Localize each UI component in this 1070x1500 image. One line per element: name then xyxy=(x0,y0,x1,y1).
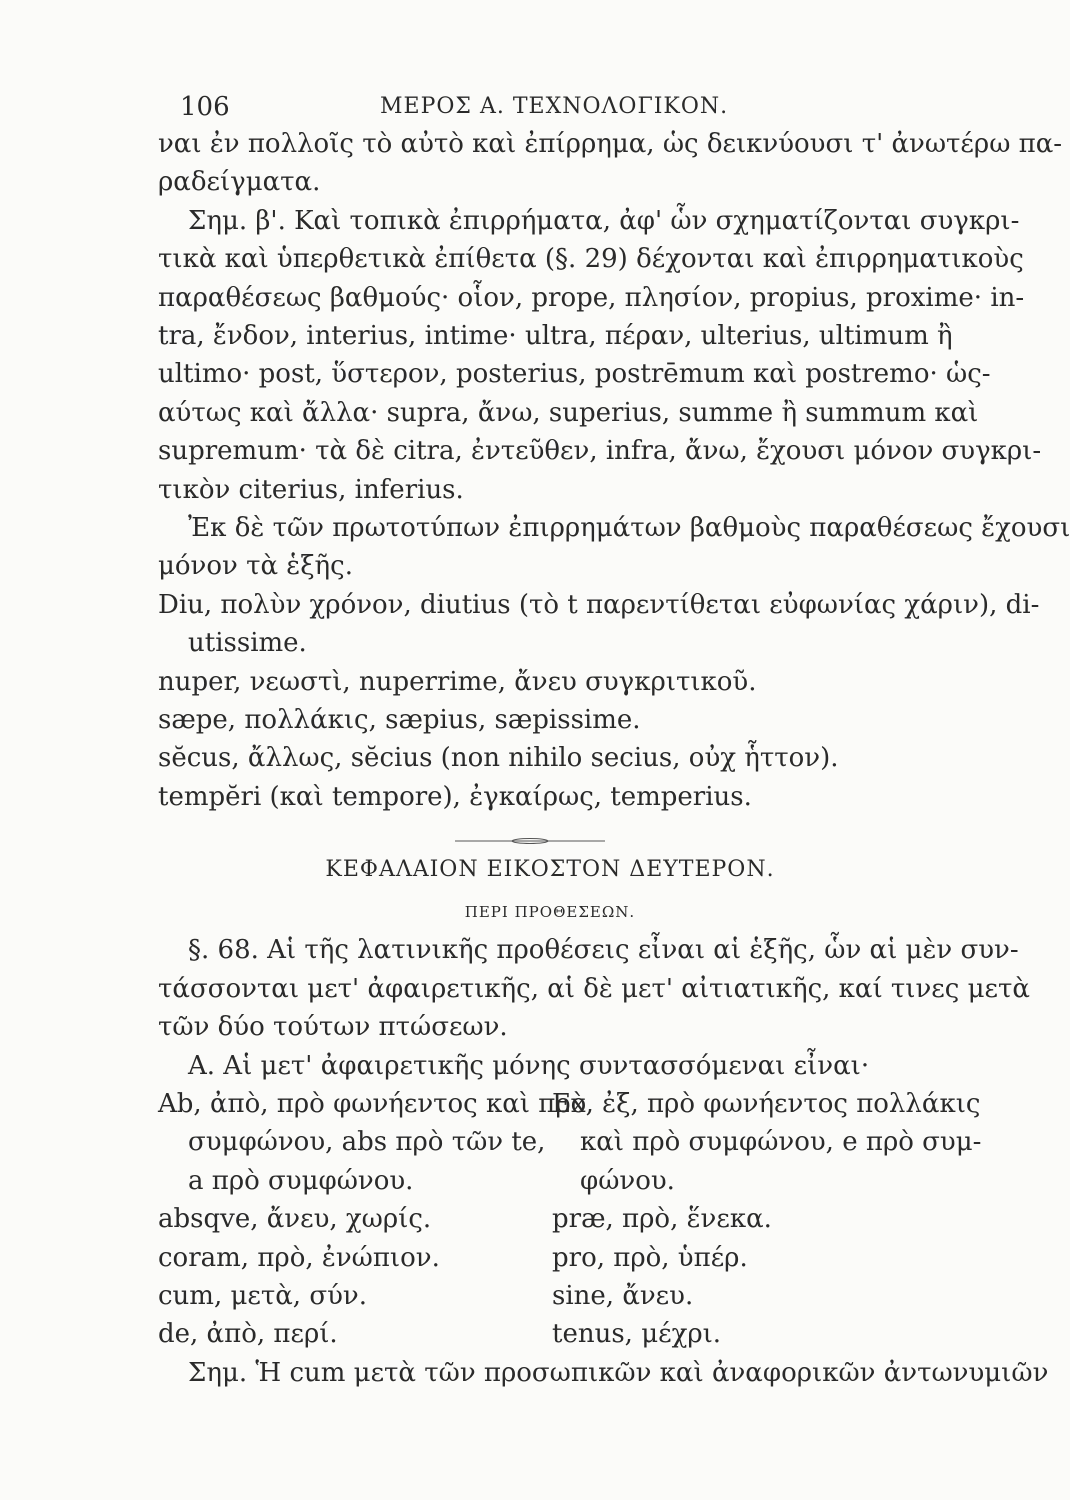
body-line: tempĕri (καὶ tempore), ἐγκαίρως, temperius. xyxy=(158,782,752,812)
left-column-line: Ab, ἀπὸ, πρὸ φωνήεντος καὶ πρὸ xyxy=(158,1089,587,1119)
right-column-line: præ, πρὸ, ἕνεκα. xyxy=(552,1204,772,1234)
body-line: ναι ἐν πολλοῖς τὸ αὐτὸ καὶ ἐπίρρημα, ὡς δεικνύουσι τ' ἀνωτέρω πα- xyxy=(158,129,1063,159)
page-header xyxy=(180,92,940,126)
section-line: τάσσονται μετ' ἀφαιρετικῆς, αἱ δὲ μετ' αἰτιατικῆς, καί τινες μετὰ xyxy=(158,974,1030,1004)
body-line: tra, ἔνδον, interius, intime· ultra, πέραν, ulterius, ultimum ἢ xyxy=(158,321,953,351)
body-line: τικὸν citerius, inferius. xyxy=(158,475,464,505)
left-column-line: absqve, ἄνευ, χωρίς. xyxy=(158,1204,432,1234)
body-line: ultimo· post, ὕστερον, posterius, postrēmum καὶ postremo· ὡς- xyxy=(158,359,991,389)
section-line: §. 68. Αἱ τῆς λατινικῆς προθέσεις εἶναι αἱ ἑξῆς, ὧν αἱ μὲν συν- xyxy=(188,935,1019,965)
chapter-title: ΚΕΦΑΛΑΙΟΝ ΕΙΚΟΣΤΟΝ ΔΕΥΤΕΡΟΝ. xyxy=(325,857,775,882)
page-number: 106 xyxy=(180,92,230,122)
body-line: utissime. xyxy=(188,628,307,658)
section-subtitle: ΠΕΡΙ ΠΡΟΘΕΣΕΩΝ. xyxy=(464,903,636,921)
body-line: αύτως καὶ ἄλλα· supra, ἄνω, superius, summe ἢ summum καὶ xyxy=(158,398,979,428)
body-line: sæpe, πολλάκις, sæpius, sæpissime. xyxy=(158,705,641,735)
body-line-last: Σημ. Ἡ cum μετὰ τῶν προσωπικῶν καὶ ἀναφορικῶν ἀντωνυμιῶν xyxy=(188,1358,1049,1388)
body-line: Σημ. β'. Καὶ τοπικὰ ἐπιρρήματα, ἀφ' ὧν σχηματίζονται συγκρι- xyxy=(188,206,1020,236)
right-column-line: Ex, ἐξ, πρὸ φωνήεντος πολλάκις xyxy=(552,1089,981,1119)
ornamental-rule xyxy=(455,838,605,844)
section-line: Α. Αἱ μετ' ἀφαιρετικῆς μόνης συντασσόμεναι εἶναι· xyxy=(188,1051,870,1081)
left-column-line: coram, πρὸ, ἐνώπιον. xyxy=(158,1243,440,1273)
right-column-line: καὶ πρὸ συμφώνου, e πρὸ συμ- xyxy=(580,1127,982,1157)
section-line: τῶν δύο τούτων πτώσεων. xyxy=(158,1012,508,1042)
body-line: sĕcus, ἄλλως, sĕcius (non nihilo secius, οὐχ ἧττον). xyxy=(158,743,839,773)
body-line: Diu, πολὺν χρόνον, diutius (τὸ t παρεντίθεται εὐφωνίας χάριν), di- xyxy=(158,590,1040,620)
body-line: τικὰ καὶ ὑπερθετικὰ ἐπίθετα (§. 29) δέχονται καὶ ἐπιρρηματικοὺς xyxy=(158,244,1024,274)
running-title: ΜΕΡΟΣ Α. ΤΕΧΝΟΛΟΓΙΚΟΝ. xyxy=(380,94,729,119)
right-column-line: tenus, μέχρι. xyxy=(552,1319,722,1349)
body-line: nuper, νεωστὶ, nuperrime, ἄνευ συγκριτικοῦ. xyxy=(158,667,757,697)
left-column-line: a πρὸ συμφώνου. xyxy=(188,1166,414,1196)
right-column-line: pro, πρὸ, ὑπέρ. xyxy=(552,1243,748,1273)
right-column-line: φώνου. xyxy=(580,1166,675,1196)
body-line: supremum· τὰ δὲ citra, ἐντεῦθεν, infra, ἄνω, ἔχουσι μόνον συγκρι- xyxy=(158,436,1042,466)
left-column-line: συμφώνου, abs πρὸ τῶν te, xyxy=(188,1127,546,1157)
left-column-line: cum, μετὰ, σύν. xyxy=(158,1281,367,1311)
body-line: ραδείγματα. xyxy=(158,167,321,197)
body-line: Ἐκ δὲ τῶν πρωτοτύπων ἐπιρρημάτων βαθμοὺς παραθέσεως ἔχουσι xyxy=(188,513,1070,543)
body-line: παραθέσεως βαθμούς· οἷον, prope, πλησίον, propius, proxime· in- xyxy=(158,283,1025,313)
body-line: μόνον τὰ ἑξῆς. xyxy=(158,551,353,581)
left-column-line: de, ἀπὸ, περί. xyxy=(158,1319,338,1349)
right-column-line: sine, ἄνευ. xyxy=(552,1281,694,1311)
